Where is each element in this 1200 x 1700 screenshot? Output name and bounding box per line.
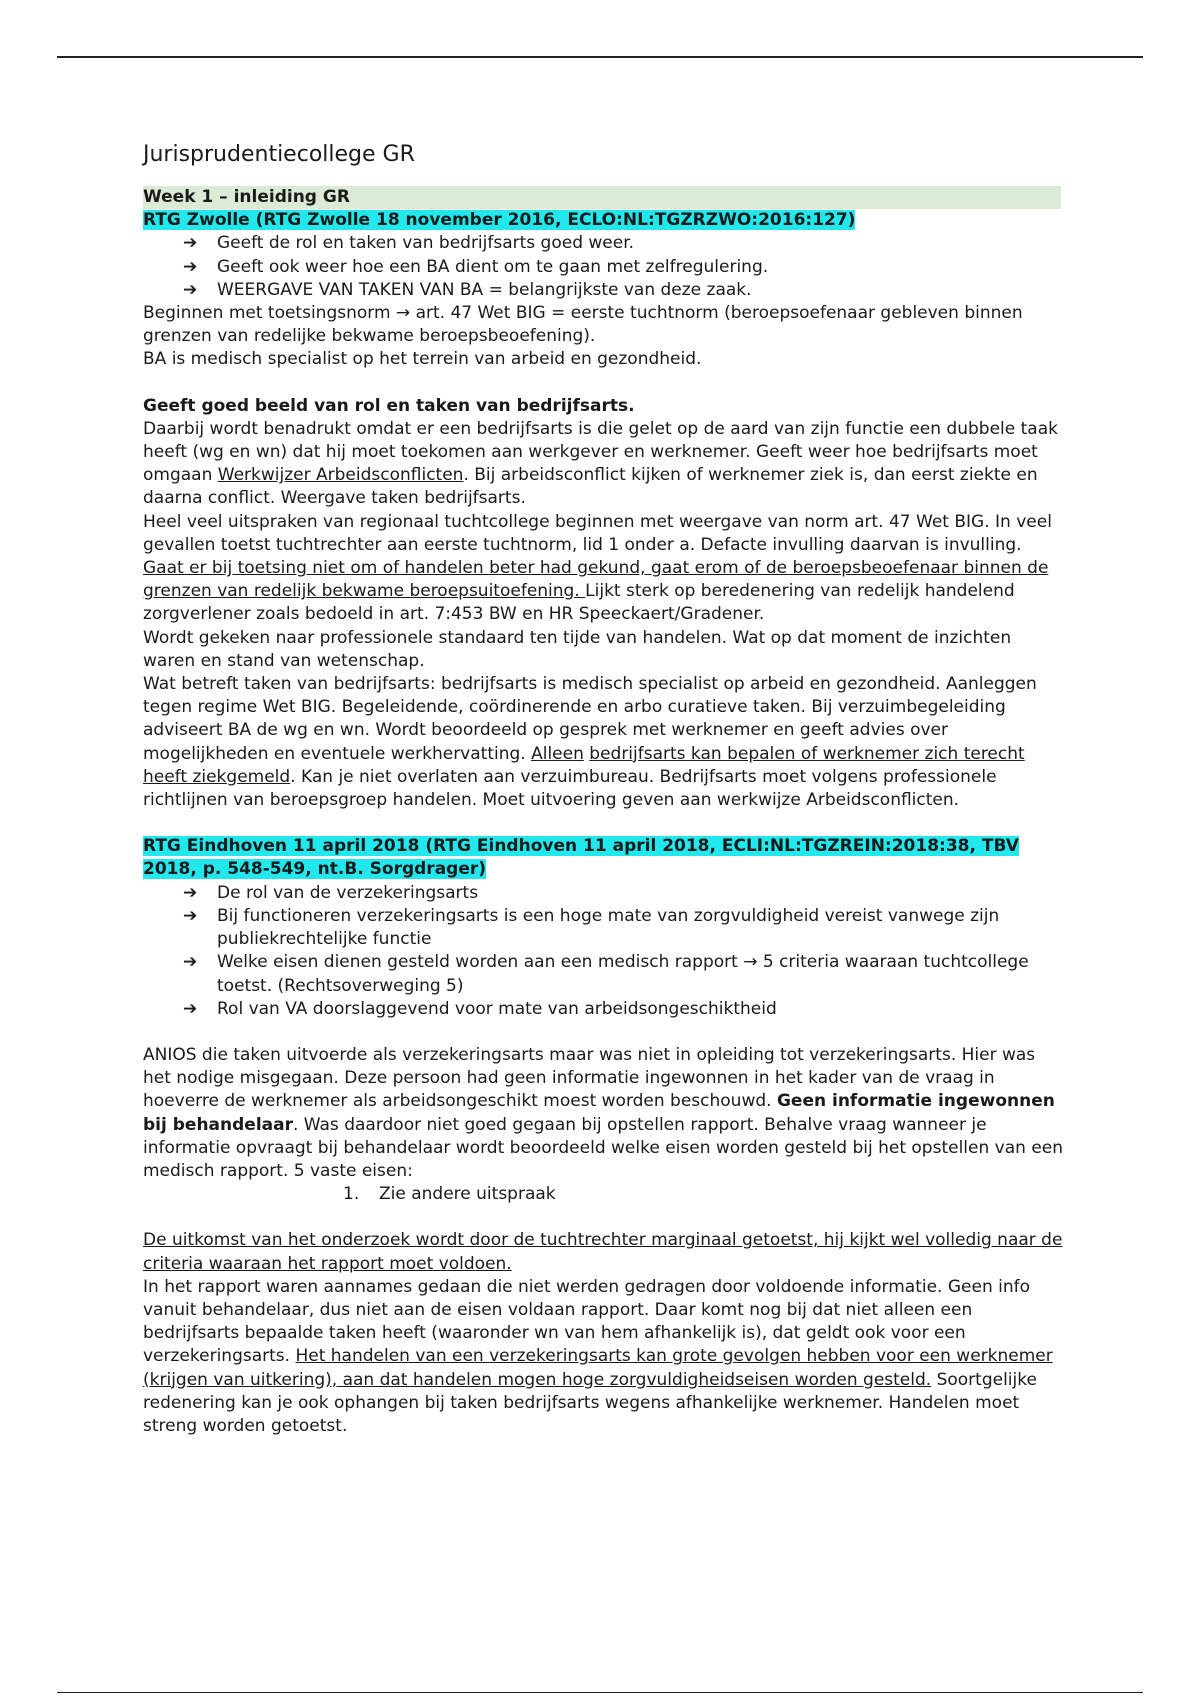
case1-bullet-list: [143, 232, 1063, 302]
list-item: ➔ Welke eisen dienen gesteld worden aan een medisch rapport → 5 criteria waaraan tuchtcollege toetst. (Rechtsoverweging 5): [183, 952, 1029, 996]
arrow-icon: ➔: [183, 279, 198, 300]
case2-paragraph: In het rapport waren aannames gedaan die niet werden gedragen door voldoende informatie. Geen info vanuit behandelaar, dus niet aan de eisen voldaan rapport. Daar komt nog bij dat niet alleen een bedrijfsarts bepaalde taken heeft (waaronder wn van hem afhankelijk is), dat geldt ook voor een verzekeringsarts. Het handelen van een verzekeringsarts kan grote gevolgen hebben voor een werknemer (krijgen van uitkering), aan dat handelen mogen hoge zorgvuldigheidseisen worden gesteld. Soortgelijke redenering kan je ook ophangen bij taken bedrijfsarts wegens afhankelijke werknemer. Handelen moet streng worden getoetst.: [143, 1276, 1053, 1436]
case1-intro-line: Beginnen met toetsingsnorm → art. 47 Wet BIG = eerste tuchtnorm (beroepsoefenaar gebleven binnen grenzen van redelijke bekwame beroepsbeoefening).: [143, 303, 1023, 347]
arrow-icon: ➔: [183, 882, 198, 903]
list-item: ➔ Geeft ook weer hoe een BA dient om te gaan met zelfregulering.: [183, 256, 1063, 279]
spacer: [143, 1206, 1063, 1229]
list-item: ➔ WEERGAVE VAN TAKEN VAN BA = belangrijkste van deze zaak.: [183, 279, 1063, 302]
case1-paragraph: Wordt gekeken naar professionele standaard ten tijde van handelen. Wat op dat moment de inzichten waren en stand van wetenschap.: [143, 627, 1012, 671]
spacer: [143, 812, 1063, 835]
case2-paragraph: De uitkomst van het onderzoek wordt door de tuchtrechter marginaal getoetst, hij kijkt wel volledig naar de criteria waaraan het rapport moet voldoen.: [143, 1230, 1063, 1274]
case1-subheading: Geeft goed beeld van rol en taken van bedrijfsarts.: [143, 395, 635, 416]
arrow-icon: ➔: [183, 233, 198, 254]
bottom-rule: [57, 1692, 1143, 1693]
case2-heading-text: 2018, p. 548-549, nt.B. Sorgdrager): [143, 859, 487, 880]
case1-paragraph: Daarbij wordt benadrukt omdat er een bedrijfsarts is die gelet op de aard van zijn functie een dubbele taak heeft (wg en wn) dat hij moet toekomen aan werkgever en werknemer. Geeft weer hoe bedrijfsarts moet omgaan Werkwijzer Arbeidsconflicten. Bij arbeidsconflict kijken of werknemer ziek is, dan eerst ziekte en daarna conflict. Weergave taken bedrijfsarts.: [143, 418, 1058, 509]
arrow-icon: ➔: [183, 952, 198, 973]
case1-paragraph: Heel veel uitspraken van regionaal tuchtcollege beginnen met weergave van norm art. 47 Wet BIG. In veel gevallen toetst tuchtrechter aan eerste tuchtnorm, lid 1 onder a. Defacte invulling daarvan is invulling. Gaat er bij toetsing niet om of handelen beter had gekund, gaat erom of de beroepsbeoefenaar binnen de grenzen van redelijk bekwame beroepsuitoefening. Lijkt sterk op beredenering van redelijk handelend zorgverlener zoals bedoeld in art. 7:453 BW en HR Speeckaert/Gradener.: [143, 511, 1052, 625]
document-body: [143, 140, 1063, 1438]
arrow-icon: ➔: [183, 905, 198, 926]
document-title: Jurisprudentiecollege GR: [143, 142, 415, 167]
list-item: ➔ Rol van VA doorslaggevend voor mate van arbeidsongeschiktheid: [183, 998, 1063, 1021]
case2-bullet-list: [143, 882, 1063, 1021]
spacer: [143, 1021, 1063, 1044]
case1-heading: [143, 209, 1063, 232]
arrow-icon: ➔: [183, 998, 198, 1019]
spacer: [143, 372, 1063, 395]
list-item: ➔ De rol van de verzekeringsarts: [183, 882, 1063, 905]
arrow-icon: ➔: [183, 256, 198, 277]
list-item: ➔ Bij functioneren verzekeringsarts is een hoge mate van zorgvuldigheid vereist vanwege zijn publiekrechtelijke functie: [183, 905, 1000, 950]
top-rule: [57, 56, 1143, 58]
list-item: ➔ Geeft de rol en taken van bedrijfsarts goed weer.: [183, 232, 1063, 255]
case1-intro-line: BA is medisch specialist op het terrein van arbeid en gezondheid.: [143, 349, 702, 370]
week-heading: Week 1 – inleiding GR: [143, 186, 1061, 209]
case2-numbered-list: [143, 1183, 1063, 1206]
case2-heading: [143, 835, 1063, 881]
case2-paragraph: ANIOS die taken uitvoerde als verzekeringsarts maar was niet in opleiding tot verzekeringsarts. Hier was het nodige misgegaan. Deze persoon had geen informatie ingewonnen in het kader van de vraag in hoeverre de werknemer als arbeidsongeschikt moest worden beschouwd. Geen informatie ingewonnen bij behandelaar. Was daardoor niet goed gegaan bij opstellen rapport. Behalve vraag wanneer je informatie opvraagt bij behandelaar wordt beoordeeld welke eisen worden gesteld bij het opstellen van een medisch rapport. 5 vaste eisen:: [143, 1044, 1064, 1181]
case1-heading-text: RTG Zwolle (RTG Zwolle 18 november 2016, ECLO:NL:TGZRZWO:2016:127): [143, 210, 856, 231]
case2-heading-text: RTG Eindhoven 11 april 2018 (RTG Eindhoven 11 april 2018, ECLI:NL:TGZREIN:2018:38, TBV: [143, 836, 1019, 857]
list-item: 1. Zie andere uitspraak: [343, 1184, 556, 1205]
case1-paragraph: Wat betreft taken van bedrijfsarts: bedrijfsarts is medisch specialist op arbeid en gezondheid. Aanleggen tegen regime Wet BIG. Begeleidende, coördinerende en arbo curatieve taken. Bij verzuimbegeleiding adviseert BA de wg en wn. Wordt beoordeeld op gesprek met werknemer en geeft advies over mogelijkheden en eventuele werkhervatting. Alleen bedrijfsarts kan bepalen of werknemer zich terecht heeft ziekgemeld. Kan je niet overlaten aan verzuimbureau. Bedrijfsarts moet volgens professionele richtlijnen van beroepsgroep handelen. Moet uitvoering geven aan werkwijze Arbeidsconflicten.: [143, 674, 1037, 811]
